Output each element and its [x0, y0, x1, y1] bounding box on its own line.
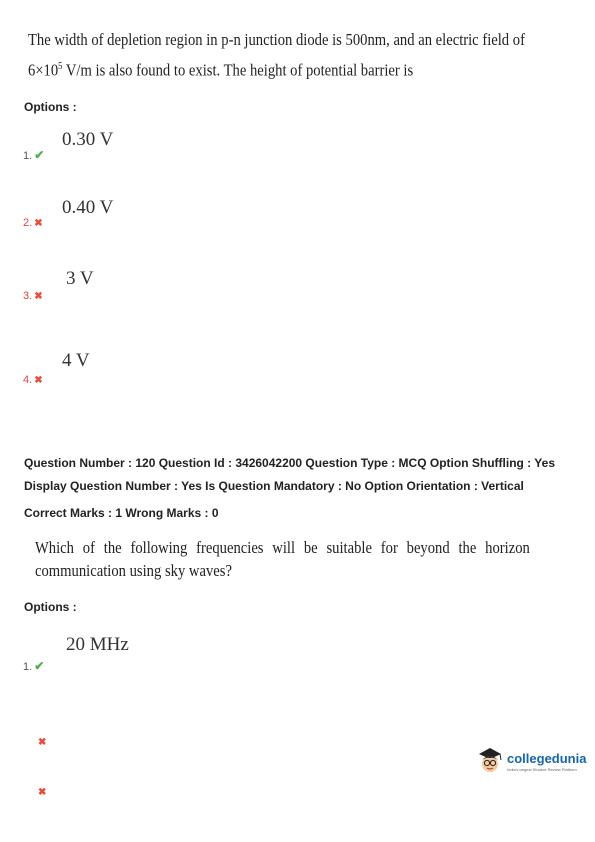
cross-icon: ✖ — [38, 787, 47, 798]
logo-tagline: India's largest Student Review Platform — [507, 766, 577, 772]
option-number-label: 1. — [23, 661, 33, 673]
cross-icon: ✖ — [34, 218, 43, 229]
question-meta-line: Correct Marks : 1 Wrong Marks : 0 — [24, 506, 219, 520]
options-label: Options : — [24, 600, 77, 614]
cross-icon: ✖ — [34, 375, 43, 386]
option-number — [23, 148, 44, 162]
option-value: 4 V — [62, 350, 90, 371]
option-number-label: 3. — [23, 290, 33, 302]
option-number — [23, 217, 43, 229]
option-number-label: 1. — [23, 150, 33, 162]
option-number-label: 4. — [23, 374, 33, 386]
option-value: 20 MHz — [66, 634, 129, 655]
option-number — [36, 736, 46, 748]
option-number — [36, 786, 46, 798]
collegedunia-logo — [476, 746, 586, 776]
question-text-fragment: V/m is also found to exist. The height of potential barrier is — [62, 60, 414, 80]
question-text-line: The width of depletion region in p-n junction diode is 500nm, and an electric field of — [28, 30, 525, 49]
cross-icon: ✖ — [34, 291, 43, 302]
question-text-fragment: 6×10 — [28, 60, 59, 80]
question-text-line: communication using sky waves? — [35, 561, 232, 580]
option-value: 0.30 V — [62, 129, 114, 150]
mascot-icon — [476, 746, 504, 776]
options-label: Options : — [24, 100, 77, 114]
question-text-line: Which of the following frequencies will be suitable for beyond the horizon — [35, 538, 530, 557]
option-number — [23, 290, 43, 302]
question-meta-line: Display Question Number : Yes Is Question Mandatory : No Option Orientation : Vertical — [24, 479, 524, 493]
option-value: 0.40 V — [62, 197, 114, 218]
option-number — [23, 374, 43, 386]
question-text-line — [28, 55, 413, 83]
question-text-superscript: 5 — [58, 61, 63, 72]
option-number — [23, 659, 44, 673]
option-number-label: 2. — [23, 217, 33, 229]
question-meta-line: Question Number : 120 Question Id : 3426042200 Question Type : MCQ Option Shuffling : Yes — [24, 456, 555, 470]
check-icon: ✔ — [34, 148, 45, 162]
cross-icon: ✖ — [38, 737, 47, 748]
check-icon: ✔ — [34, 659, 45, 673]
option-value: 3 V — [66, 268, 94, 289]
logo-text: collegedunia — [507, 750, 587, 766]
